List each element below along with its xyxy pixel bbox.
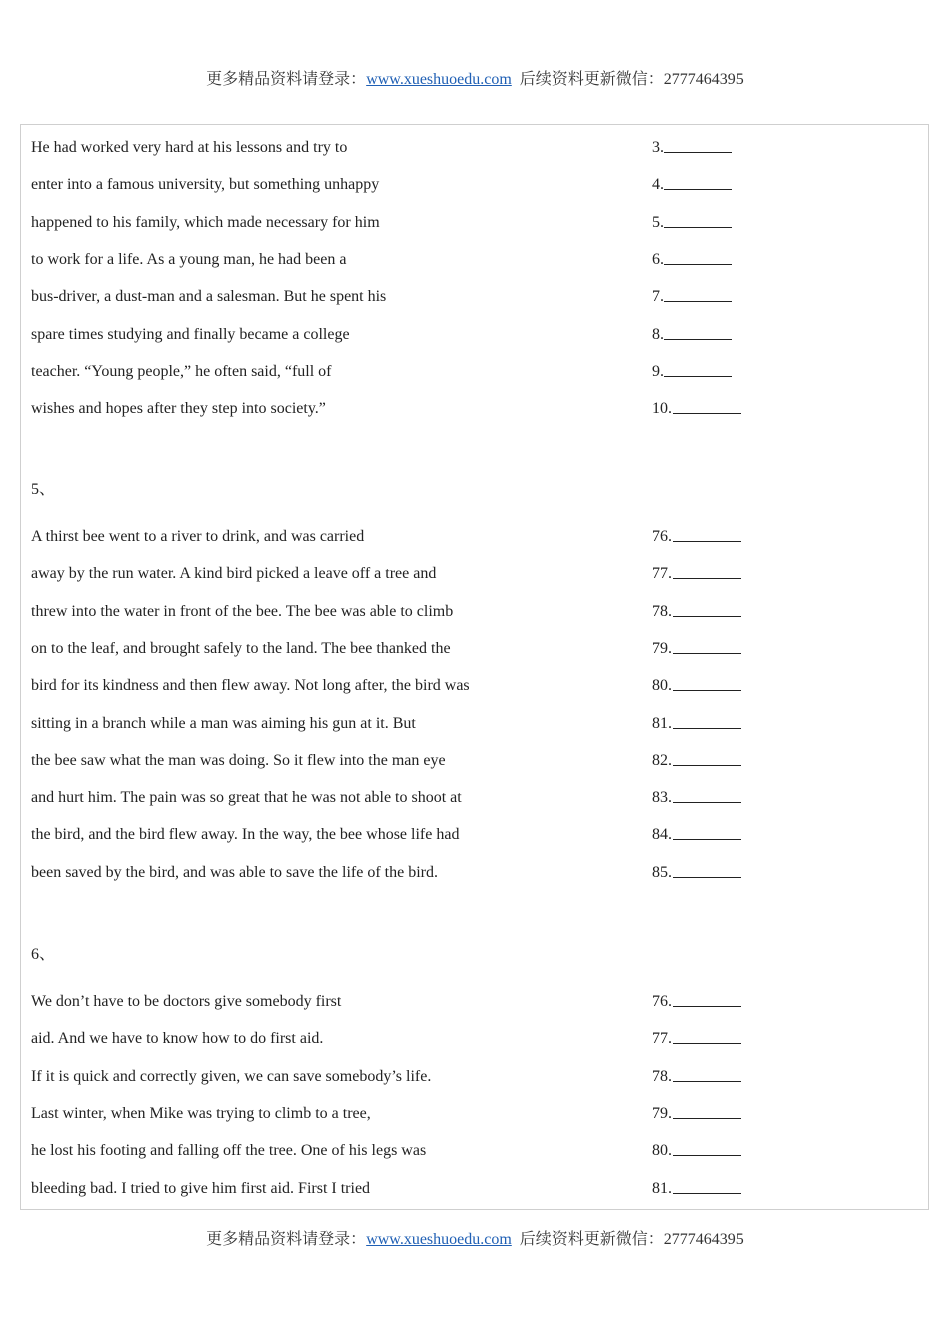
answer-blank[interactable] (664, 211, 732, 228)
banner-suffix: 后续资料更新微信：2777464395 (519, 1231, 744, 1248)
line-text: on to the leaf, and brought safely to the land. The bee thanked the (31, 639, 451, 657)
line-text: sitting in a branch while a man was aiming his gun at it. But (31, 714, 416, 732)
answer-blank[interactable] (673, 1065, 741, 1082)
exercise-line (31, 712, 911, 736)
header-banner (0, 66, 950, 89)
answer-blank[interactable] (673, 1139, 741, 1156)
line-text: teacher. “Young people,” he often said, “full of (31, 362, 332, 380)
line-text: He had worked very hard at his lessons and try to (31, 139, 348, 156)
exercise-line (31, 1027, 911, 1051)
exercise-line (31, 397, 911, 421)
answer-number: 79. (652, 1104, 672, 1122)
answer-blank[interactable] (673, 823, 741, 840)
answer-number: 6. (652, 250, 664, 268)
line-text: Last winter, when Mike was trying to climb to a tree, (31, 1104, 371, 1122)
line-text: enter into a famous university, but something unhappy (31, 176, 380, 194)
banner-prefix: 更多精品资料请登录： (206, 1231, 367, 1248)
line-text: been saved by the bird, and was able to save the life of the bird. (31, 863, 438, 881)
line-text: We don’t have to be doctors give somebody first (31, 993, 342, 1010)
exercise-line (31, 136, 911, 160)
answer-number: 4. (652, 176, 664, 194)
line-text: bird for its kindness and then flew away. Not long after, the bird was (31, 677, 470, 695)
answer-blank[interactable] (673, 637, 741, 654)
line-text: threw into the water in front of the bee. The bee was able to climb (31, 602, 454, 620)
answer-blank[interactable] (664, 285, 732, 302)
line-text: bleeding bad. I tried to give him first aid. First I tried (31, 1179, 371, 1197)
answer-blank[interactable] (664, 323, 732, 340)
banner-link[interactable]: www.xueshuoedu.com (366, 1231, 512, 1248)
answer-number: 76. (652, 993, 672, 1010)
line-text: and hurt him. The pain was so great that he was not able to shoot at (31, 789, 462, 807)
answer-blank[interactable] (673, 861, 741, 878)
answer-number: 76. (652, 528, 672, 545)
answer-number: 77. (652, 1030, 672, 1048)
answer-number: 81. (652, 1179, 672, 1197)
answer-blank[interactable] (673, 1177, 741, 1194)
line-text: away by the run water. A kind bird picked a leave off a tree and (31, 565, 437, 583)
exercise-line (31, 861, 911, 885)
answer-blank[interactable] (673, 1027, 741, 1044)
answer-blank[interactable] (664, 248, 732, 265)
banner-suffix: 后续资料更新微信：2777464395 (519, 71, 744, 88)
answer-number: 10. (652, 400, 672, 418)
answer-blank[interactable] (673, 525, 741, 542)
exercise-line (31, 1139, 911, 1163)
exercise-line (31, 637, 911, 661)
answer-blank[interactable] (673, 712, 741, 729)
exercise-line (31, 360, 911, 384)
line-text: he lost his footing and falling off the tree. One of his legs was (31, 1142, 427, 1160)
answer-number: 79. (652, 639, 672, 657)
answer-number: 9. (652, 362, 664, 380)
line-text: happened to his family, which made necessary for him (31, 213, 380, 231)
footer-banner (0, 1226, 950, 1249)
line-text: bus-driver, a dust-man and a salesman. But he spent his (31, 288, 387, 306)
answer-blank[interactable] (673, 397, 741, 414)
section-heading: 6、 (31, 946, 56, 963)
line-text: A thirst bee went to a river to drink, and was carried (31, 528, 365, 545)
answer-blank[interactable] (664, 173, 732, 190)
answer-number: 80. (652, 677, 672, 695)
exercise-line (31, 323, 911, 347)
answer-blank[interactable] (673, 562, 741, 579)
exercise-line (31, 1102, 911, 1126)
answer-number: 5. (652, 213, 664, 231)
answer-blank[interactable] (673, 600, 741, 617)
banner-link[interactable]: www.xueshuoedu.com (366, 71, 512, 88)
exercise-line (31, 525, 911, 549)
answer-blank[interactable] (673, 674, 741, 691)
line-text: wishes and hopes after they step into society.” (31, 400, 326, 418)
answer-blank[interactable] (673, 749, 741, 766)
exercise-line (31, 1177, 911, 1201)
answer-number: 82. (652, 751, 672, 769)
exercise-line (31, 600, 911, 624)
exercise-line (31, 823, 911, 847)
answer-number: 8. (652, 325, 664, 343)
answer-number: 78. (652, 1067, 672, 1085)
answer-blank[interactable] (673, 990, 741, 1007)
exercise-line (31, 562, 911, 586)
answer-number: 7. (652, 288, 664, 306)
line-text: If it is quick and correctly given, we can save somebody’s life. (31, 1067, 432, 1085)
section-heading: 5、 (31, 481, 56, 498)
banner-prefix: 更多精品资料请登录： (206, 71, 367, 88)
exercise-line (31, 674, 911, 698)
answer-number: 80. (652, 1142, 672, 1160)
answer-number: 85. (652, 863, 672, 881)
line-text: to work for a life. As a young man, he had been a (31, 250, 347, 268)
answer-number: 77. (652, 565, 672, 583)
line-text: the bee saw what the man was doing. So it flew into the man eye (31, 751, 446, 769)
answer-number: 3. (652, 139, 664, 156)
exercise-line (31, 990, 911, 1014)
exercise-line (31, 173, 911, 197)
exercise-line (31, 786, 911, 810)
document-frame (20, 124, 929, 1210)
exercise-line (31, 248, 911, 272)
answer-number: 78. (652, 602, 672, 620)
exercise-line (31, 1065, 911, 1089)
line-text: the bird, and the bird flew away. In the way, the bee whose life had (31, 826, 460, 844)
answer-number: 84. (652, 826, 672, 844)
exercise-line (31, 211, 911, 235)
exercise-line (31, 749, 911, 773)
answer-number: 81. (652, 714, 672, 732)
answer-number: 83. (652, 789, 672, 807)
answer-blank[interactable] (673, 1102, 741, 1119)
answer-blank[interactable] (664, 360, 732, 377)
line-text: aid. And we have to know how to do first aid. (31, 1030, 324, 1048)
answer-blank[interactable] (673, 786, 741, 803)
exercise-line (31, 285, 911, 309)
answer-blank[interactable] (664, 136, 732, 153)
line-text: spare times studying and finally became a college (31, 325, 350, 343)
